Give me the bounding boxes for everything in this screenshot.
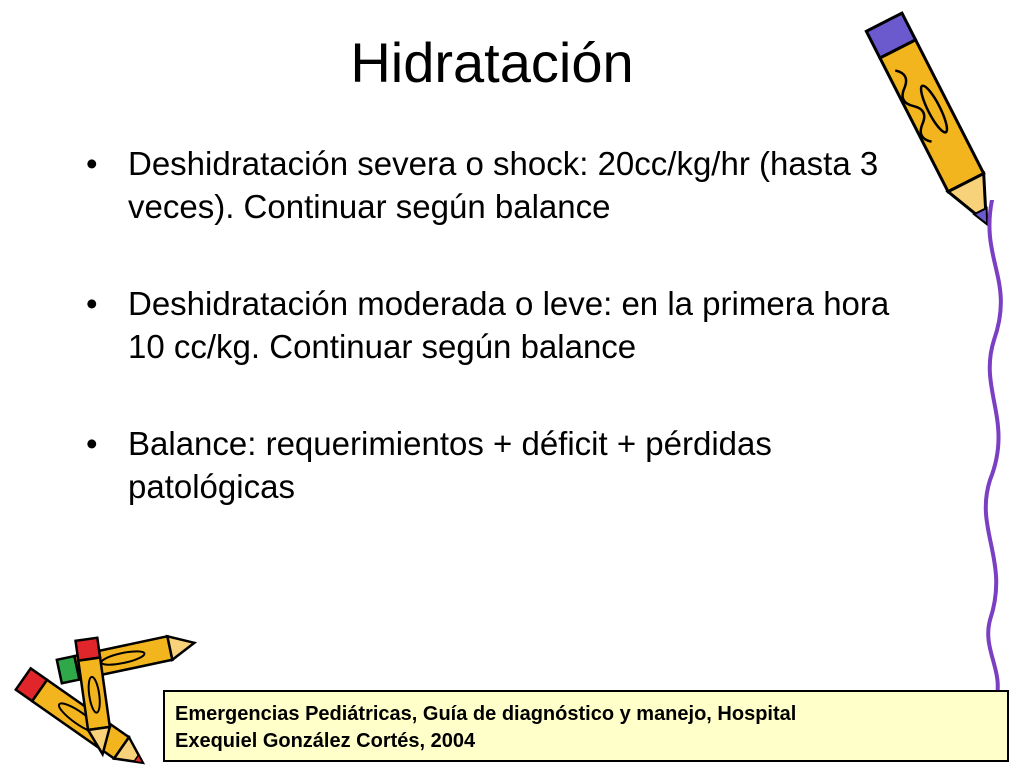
bullet-text: Deshidratación severa o shock: 20cc/kg/hr (hasta 3 veces). Continuar según balance bbox=[128, 145, 879, 225]
bullet-marker: • bbox=[86, 425, 98, 462]
slide-title: Hidratación bbox=[350, 31, 634, 94]
bullet-marker: • bbox=[86, 145, 98, 182]
scribble-line-icon bbox=[960, 200, 1024, 700]
bullet-item bbox=[86, 282, 916, 368]
citation-footer bbox=[163, 690, 1009, 762]
bullet-item bbox=[86, 422, 916, 508]
bullet-text: Deshidratación moderada o leve: en la primera hora 10 cc/kg. Continuar según balance bbox=[128, 285, 890, 365]
bullet-list bbox=[86, 142, 916, 508]
citation-line-2: Exequiel González Cortés, 2004 bbox=[175, 730, 476, 752]
bullet-marker: • bbox=[86, 285, 98, 322]
bullet-text: Balance: requerimientos + déficit + pérdidas patológicas bbox=[128, 425, 772, 505]
citation-line-1: Emergencias Pediátricas, Guía de diagnóstico y manejo, Hospital bbox=[175, 703, 797, 725]
bullet-item bbox=[86, 142, 916, 228]
